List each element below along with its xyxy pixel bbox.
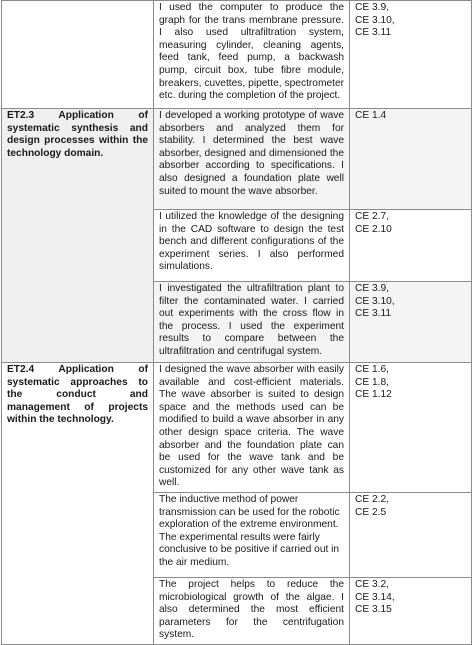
reference-item: CE 3.14, bbox=[355, 591, 395, 603]
evidence-cell: I utilized the knowledge of the designing in the CAD software to design the test bench and different configurations of the experiment series. I also performed simulations. bbox=[154, 210, 350, 282]
table-row bbox=[2, 109, 472, 210]
reference-item: CE 3.10, bbox=[355, 14, 395, 26]
reference-item: CE 2.5 bbox=[355, 506, 387, 518]
evidence-cell: The project helps to reduce the microbiological growth of the algae. I also determined the most efficient parameters for the centrifugation system. bbox=[154, 577, 350, 644]
reference-cell bbox=[350, 363, 472, 493]
reference-item: CE 2.10 bbox=[355, 223, 392, 235]
evidence-cell: I investigated the ultrafiltration plant to filter the contaminated water. I carried out experiments with the cross flow in the process. I used the experiment results to compare between the ultrafiltration and centrifugal system. bbox=[154, 282, 350, 363]
reference-cell bbox=[350, 109, 472, 210]
reference-cell bbox=[350, 210, 472, 282]
reference-item: CE 3.9, bbox=[355, 283, 389, 294]
evidence-cell: I developed a working prototype of wave absorbers and analyzed them for stability. I determined the best wave absorber, designed and dimensioned the absorber according to specifications. I also designed a foundation plate well suited to mount the wave absorber. bbox=[154, 109, 350, 210]
element-cell bbox=[2, 1, 154, 109]
reference-item: CE 3.11 bbox=[355, 27, 392, 39]
table-row bbox=[2, 1, 472, 109]
table-row bbox=[2, 363, 472, 493]
evidence-cell: The inductive method of power transmission can be used for the robotic exploration of the extreme environment. The experimental results were fairly conclusive to be positive if carried out in the air medium. bbox=[154, 492, 350, 577]
reference-cell bbox=[350, 1, 472, 109]
reference-item: CE 2.7, bbox=[355, 211, 389, 222]
reference-item: CE 1.6, bbox=[355, 364, 389, 375]
element-cell: ET2.3 Application of systematic synthesis and design processes within the technology domain. bbox=[2, 109, 154, 363]
reference-item: CE 3.2, bbox=[355, 578, 389, 590]
competency-table bbox=[1, 0, 472, 645]
reference-cell bbox=[350, 282, 472, 363]
reference-item: CE 2.2, bbox=[355, 493, 389, 505]
evidence-cell: I used the computer to produce the graph for the trans membrane pressure. I also used ultrafiltration system, measuring cylinder, cleaning agents, feed tank, feed pump, a backwash pump, circuit box, tube fibre module, breakers, cuvettes, pipette, spectrometer etc. during the completion of the project. bbox=[154, 1, 350, 109]
evidence-cell: I designed the wave absorber with easily available and cost-efficient materials. The wave absorber is suited to design space and the methods used can be modified to build a wave absorber in any other design space criteria. The wave absorber and the foundation plate can be used for the wave tank and be customized for any other wave tank as well. bbox=[154, 363, 350, 493]
element-cell: ET2.4 Application of systematic approaches to the conduct and management of projects within the technology. bbox=[2, 363, 154, 645]
reference-item: CE 3.15 bbox=[355, 604, 392, 616]
reference-item: CE 3.11 bbox=[355, 308, 392, 320]
reference-cell bbox=[350, 577, 472, 644]
reference-cell bbox=[350, 492, 472, 577]
reference-item: CE 1.8, bbox=[355, 376, 389, 388]
reference-item: CE 3.10, bbox=[355, 295, 395, 307]
reference-item: CE 3.9, bbox=[355, 2, 389, 13]
reference-item: CE 1.4 bbox=[355, 110, 387, 121]
reference-item: CE 1.12 bbox=[355, 389, 392, 401]
